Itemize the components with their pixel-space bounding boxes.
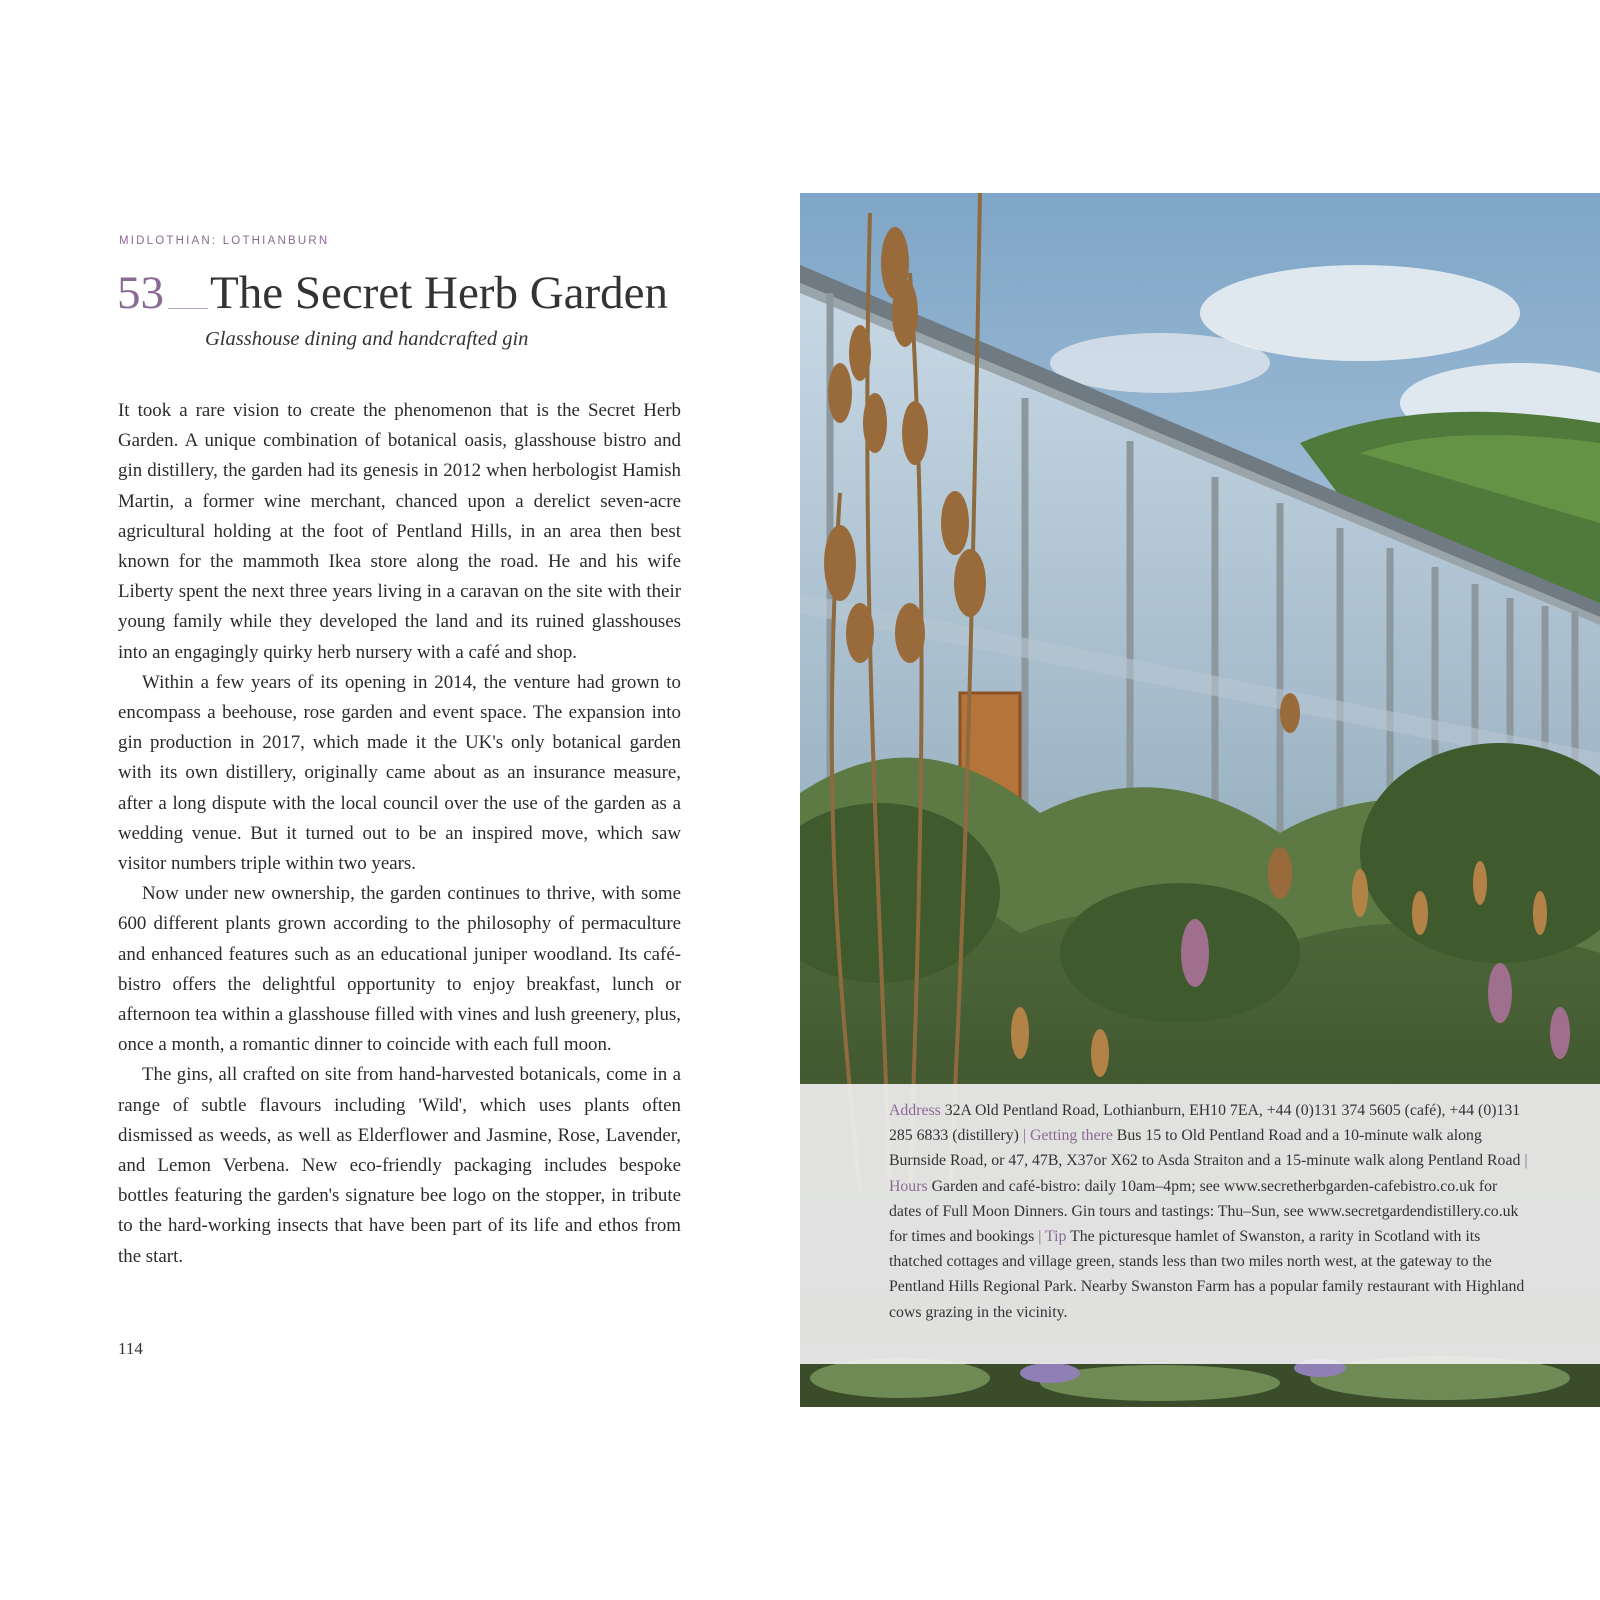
page-number: 114 (118, 1339, 143, 1358)
tip-label: Tip (1041, 1228, 1067, 1246)
tip-text: The picturesque hamlet of Swanston, a rarity in Scotland with its thatched cottages and village green, stands less than two miles north west, at the gateway to the Pentland Hills Regional Park. Nearby Swanston Farm has a popular family restaurant with Highland cows grazing in the vicinity. (889, 1228, 1525, 1321)
entry-number: 53 (117, 267, 164, 319)
separator: | (1524, 1152, 1528, 1170)
getting-there-text: Bus 15 to Old Pentland Road and a 10-minute walk along Burnside Road, or 47, 47B, X37or X62 to Asda Straiton and a 15-minute walk along Pentland Road (889, 1127, 1525, 1170)
hours-label: Hours (889, 1177, 928, 1195)
paragraph-2: Within a few years of its opening in 2014, the venture had grown to encompass a beehouse, rose garden and event space. The expansion into gin production in 2017, which made it the UK's only botanical garden with its own distillery, originally came about as an insurance measure, after a long dispute with the local council over the use of the garden as a wedding venue. But it turned out to be an inspired move, which saw visitor numbers triple within two years. (118, 671, 681, 875)
paragraph-1: It took a rare vision to create the phenomenon that is the Secret Herb Garden. A unique combination of botanical oasis, glasshouse bistro and gin distillery, the garden had its genesis in 2012 when herbologist Hamish Martin, a former wine merchant, chanced upon a derelict seven-acre agricultural holding at the foot of Pentland Hills, in an area then best known for the mammoth Ikea store along the road. He and his wife Liberty spent the next three years living in a caravan on the site with their young family while they developed the land and its ruined glasshouses into an engagingly quirky herb nursery with a café and shop. (118, 400, 681, 663)
paragraph-3: Now under new ownership, the garden continues to thrive, with some 600 different plants grown according to the philosophy of permaculture and enhanced features such as an educational juniper woodland. Its café-bistro offers the delightful opportunity to enjoy breakfast, lunch or afternoon tea within a glasshouse filled with vines and lush greenery, plus, once a month, a romantic dinner to coincide with each full moon. (118, 883, 681, 1056)
article-body (118, 396, 681, 1272)
separator: | (1038, 1228, 1042, 1246)
hours-text: Garden and café-bistro: daily 10am–4pm; see www.secretherbgarden-cafebistro.co.uk for dates of Full Moon Dinners. Gin tours and tastings: Thu–Sun, see www.secretgardendistillery.co.uk for times and bookings (889, 1177, 1519, 1246)
info-box (800, 1084, 1600, 1364)
getting-there-label: Getting there (1026, 1127, 1113, 1145)
region-heading: MIDLOTHIAN: LOTHIANBURN (119, 235, 330, 247)
info-text (889, 1098, 1532, 1325)
address-label: Address (889, 1102, 941, 1119)
paragraph-4: The gins, all crafted on site from hand-harvested botanicals, come in a range of subtle flavours including 'Wild', which uses plants often dismissed as weeds, as well as Elderflower and Jasmine, Rose, Lavender, and Lemon Verbena. New eco-friendly packaging includes bespoke bottles featuring the garden's signature bee logo on the stopper, in tribute to the hard-working insects that have been part of its life and ethos from the start. (118, 1064, 681, 1267)
address-text: 32A Old Pentland Road, Lothianburn, EH10 7EA, +44 (0)131 374 5605 (café), +44 (0)131 285 6833 (distillery) (889, 1102, 1521, 1145)
title-rule (168, 308, 208, 309)
separator: | (1022, 1127, 1026, 1145)
page-title: The Secret Herb Garden (210, 267, 669, 319)
title-row (117, 267, 669, 319)
page-subtitle: Glasshouse dining and handcrafted gin (205, 328, 529, 350)
